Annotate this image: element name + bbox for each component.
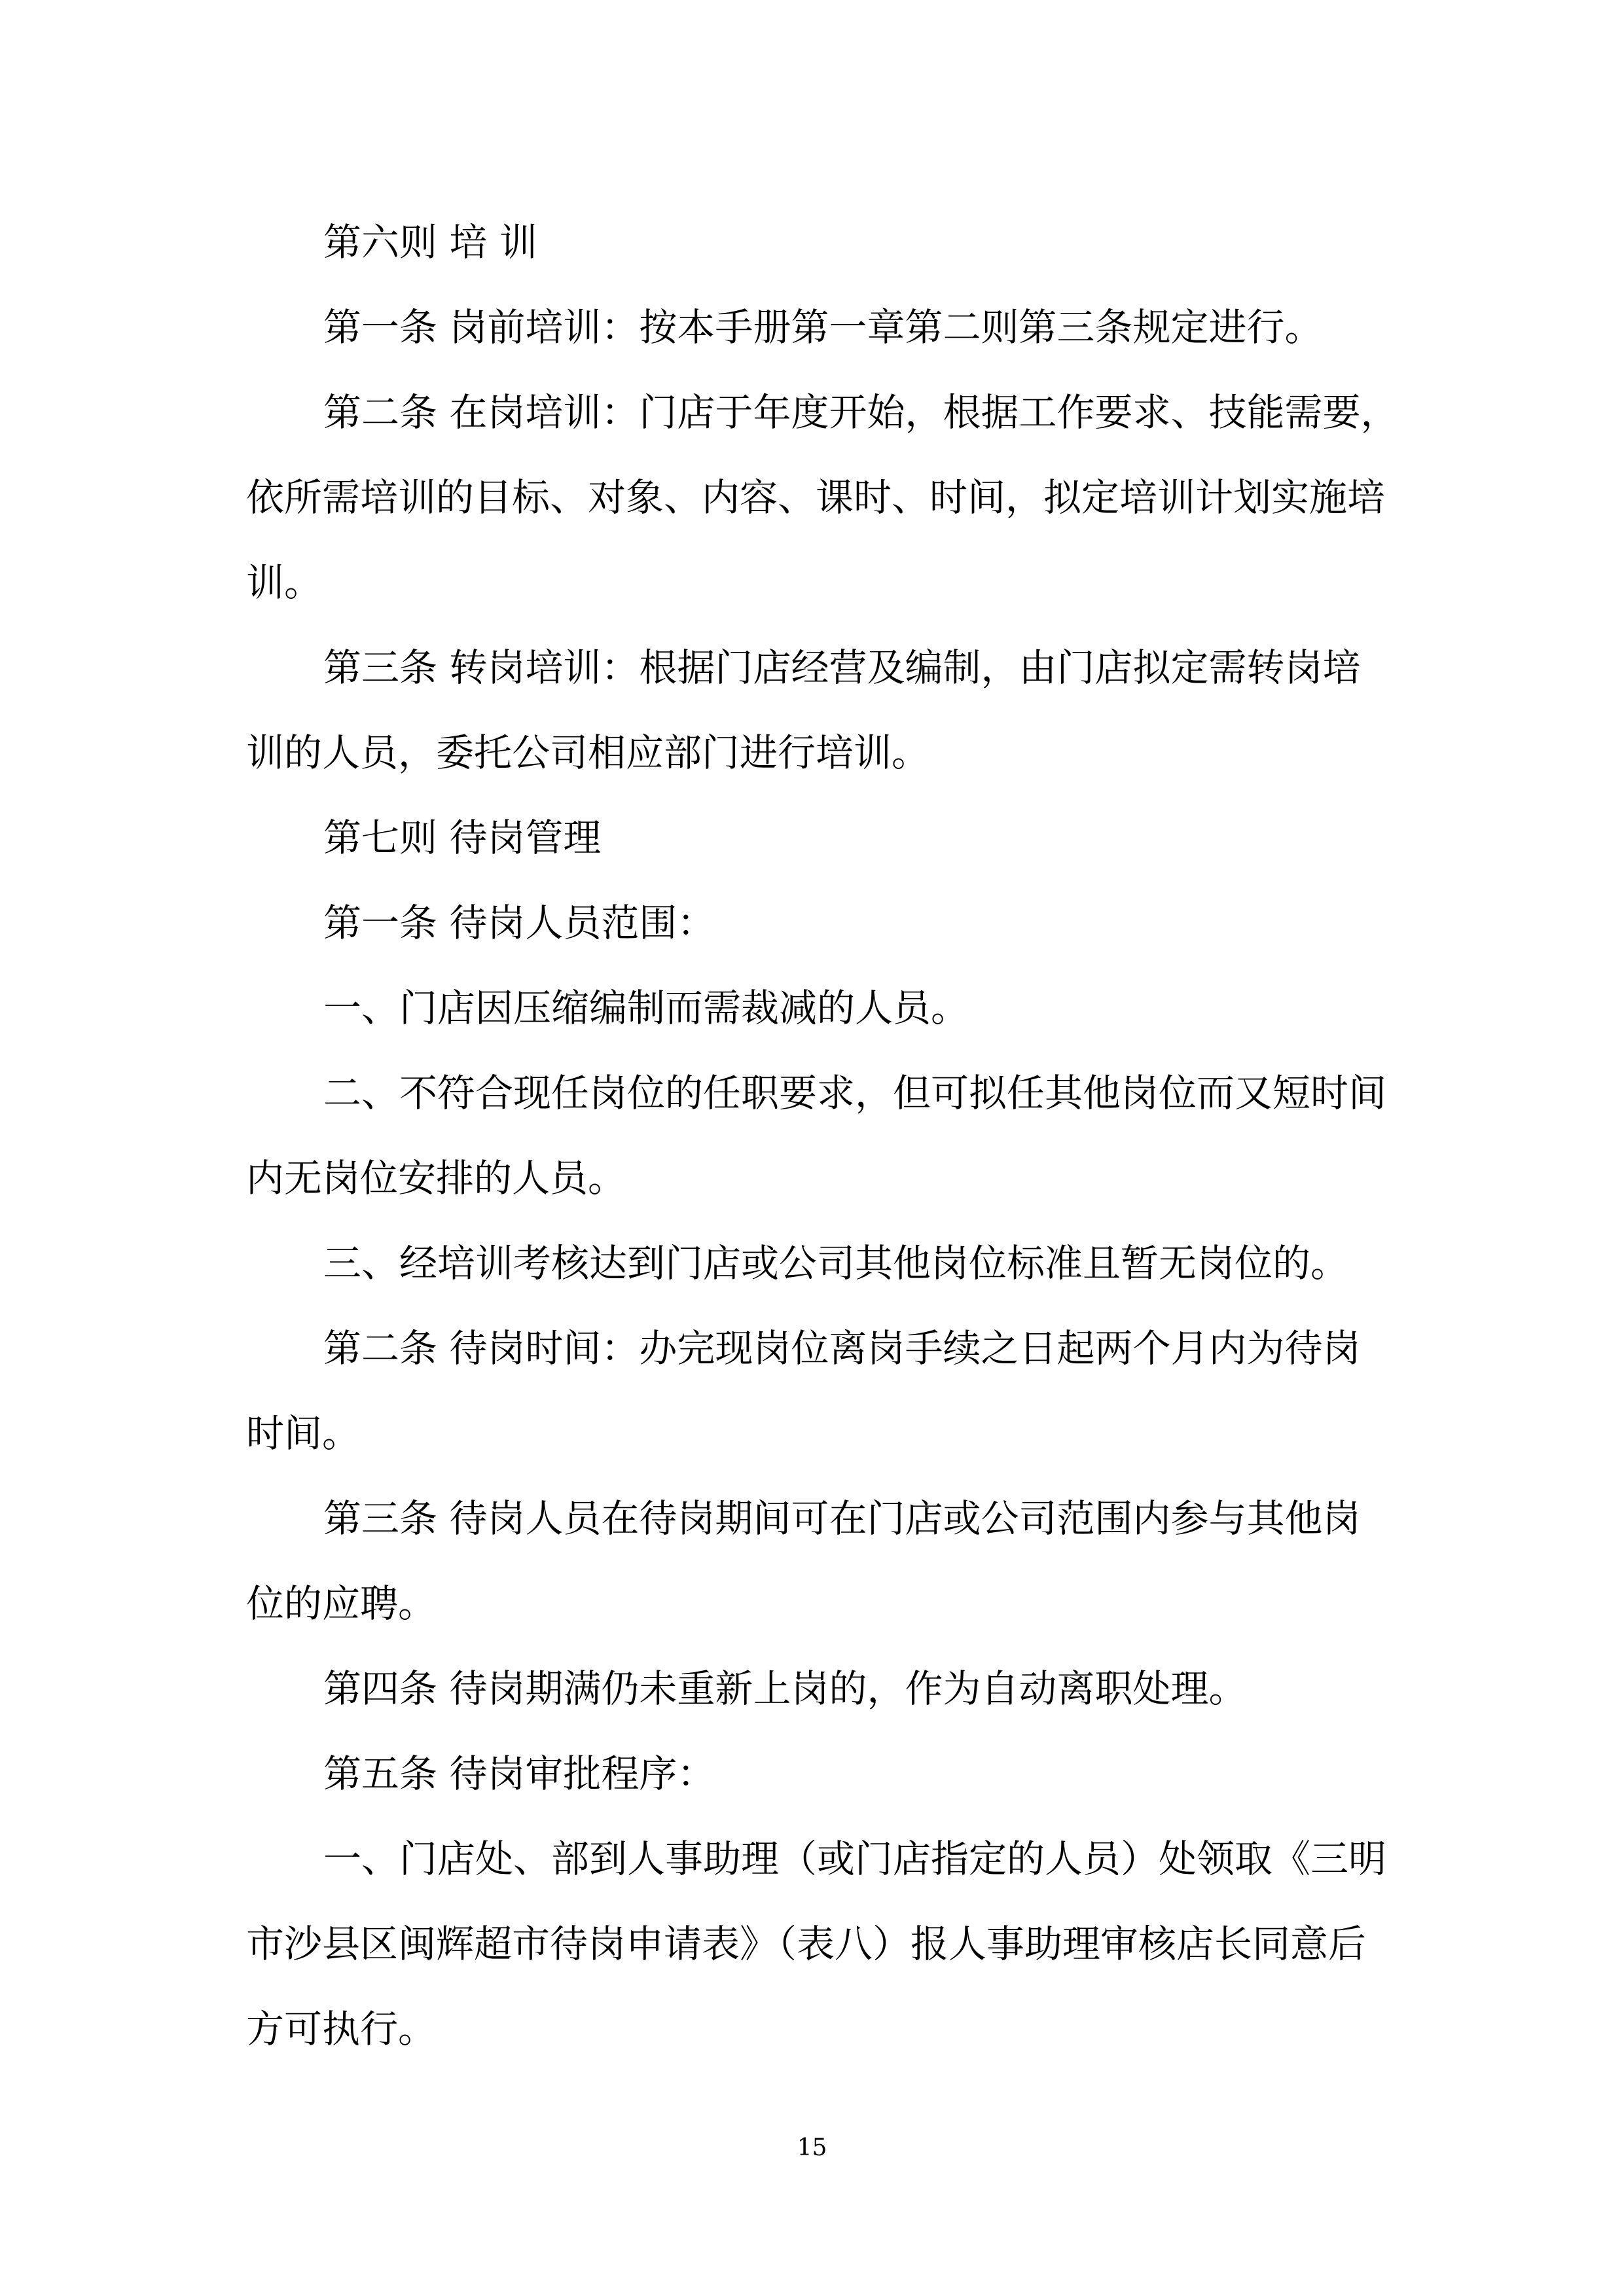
paragraph-line: 三、经培训考核达到门店或公司其他岗位标准且暂无岗位的。	[323, 1241, 1349, 1285]
paragraph-line: 第二条 在岗培训：门店于年度开始，根据工作要求、技能需要，	[323, 390, 1399, 435]
paragraph-line: 第三条 转岗培训：根据门店经营及编制，由门店拟定需转岗培	[323, 645, 1361, 690]
paragraph-line: 内无岗位安排的人员。	[246, 1156, 626, 1200]
paragraph-line: 依所需培训的目标、对象、内容、课时、时间，拟定培训计划实施培	[246, 475, 1386, 520]
section-heading: 第七则 待岗管理	[323, 816, 602, 860]
paragraph-line: 第三条 待岗人员在待岗期间可在门店或公司范围内参与其他岗	[323, 1496, 1361, 1541]
paragraph-line: 方可执行。	[246, 2007, 437, 2051]
paragraph-line: 位的应聘。	[246, 1581, 437, 1626]
paragraph-line: 时间。	[246, 1411, 361, 1456]
paragraph-line: 市沙县区闽辉超市待岗申请表》（表八）报人事助理审核店长同意后	[246, 1922, 1367, 1966]
paragraph-line: 一、门店因压缩编制而需裁减的人员。	[323, 986, 969, 1030]
paragraph-line: 训。	[246, 560, 323, 605]
paragraph-line: 第一条 待岗人员范围：	[323, 901, 715, 945]
paragraph-line: 二、不符合现任岗位的任职要求，但可拟任其他岗位而又短时间	[323, 1071, 1387, 1115]
paragraph-line: 第二条 待岗时间：办完现岗位离岗手续之日起两个月内为待岗	[323, 1326, 1361, 1371]
paragraph-line: 第四条 待岗期满仍未重新上岗的，作为自动离职处理。	[323, 1666, 1247, 1711]
page-number: 15	[797, 2134, 827, 2161]
paragraph-line: 一、门店处、部到人事助理（或门店指定的人员）处领取《三明	[323, 1837, 1387, 1881]
section-heading: 第六则 培 训	[323, 220, 537, 264]
paragraph-line: 第五条 待岗审批程序：	[323, 1751, 715, 1796]
paragraph-line: 训的人员，委托公司相应部门进行培训。	[246, 730, 930, 775]
paragraph-line: 第一条 岗前培训：按本手册第一章第二则第三条规定进行。	[323, 305, 1323, 350]
